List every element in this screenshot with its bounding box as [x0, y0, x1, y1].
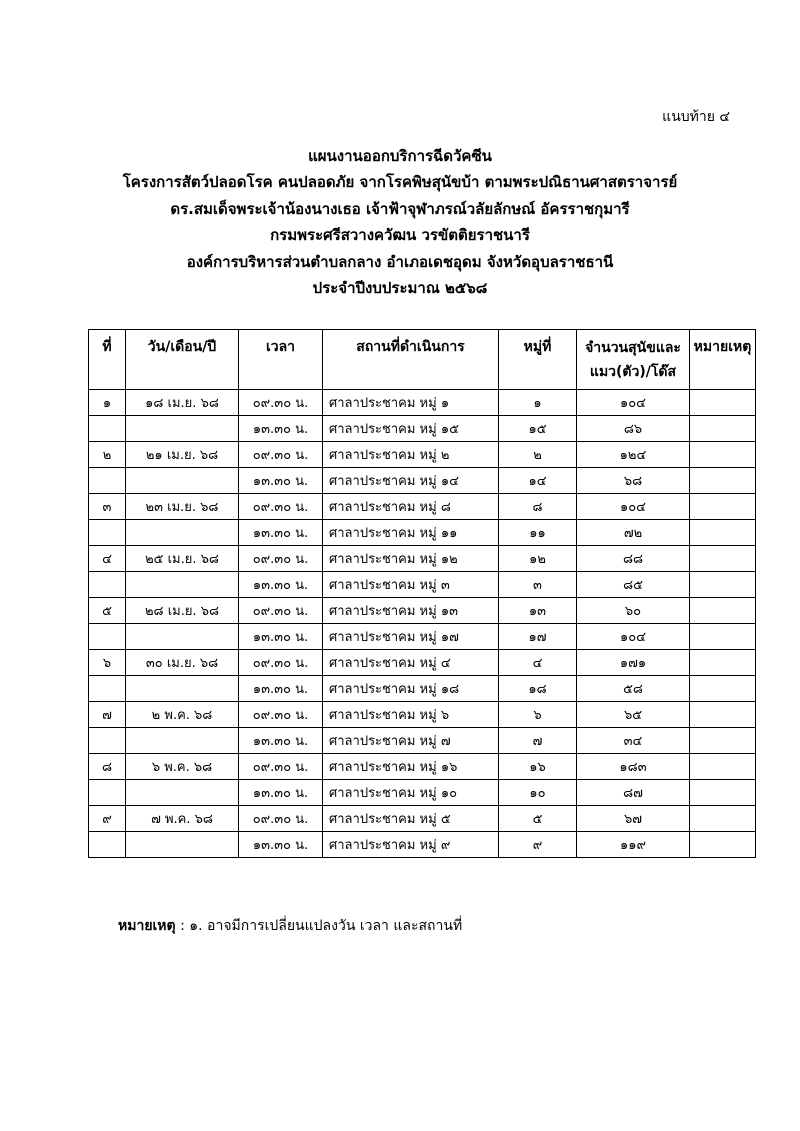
row-count: ๕๘: [577, 676, 690, 702]
row-remark: [690, 832, 756, 858]
row-count: ๑๑๙: [577, 832, 690, 858]
table-row: [89, 416, 756, 442]
row-date: [126, 624, 239, 650]
row-remark: [690, 754, 756, 780]
row-moo: ๑๘: [499, 676, 577, 702]
row-date: ๒๕ เม.ย. ๖๘: [126, 546, 239, 572]
row-time: ๐๙.๓๐ น.: [239, 494, 323, 520]
row-count: ๖๐: [577, 598, 690, 624]
row-time: ๐๙.๓๐ น.: [239, 702, 323, 728]
header-no: ที่: [89, 330, 126, 390]
row-moo: ๒: [499, 442, 577, 468]
table-row: [89, 728, 756, 754]
row-time: ๐๙.๓๐ น.: [239, 650, 323, 676]
row-place: ศาลาประชาคม หมู่ ๑๓: [323, 598, 499, 624]
row-remark: [690, 442, 756, 468]
row-no: ๓: [89, 494, 126, 520]
row-moo: ๙: [499, 832, 577, 858]
row-date: ๒๑ เม.ย. ๖๘: [126, 442, 239, 468]
row-remark: [690, 520, 756, 546]
header-moo: หมู่ที่: [499, 330, 577, 390]
row-no: [89, 416, 126, 442]
row-place: ศาลาประชาคม หมู่ ๕: [323, 806, 499, 832]
row-place: ศาลาประชาคม หมู่ ๑๔: [323, 468, 499, 494]
row-time: ๑๓.๓๐ น.: [239, 416, 323, 442]
row-place: ศาลาประชาคม หมู่ ๑: [323, 390, 499, 416]
row-no: [89, 832, 126, 858]
row-count: ๑๗๑: [577, 650, 690, 676]
row-place: ศาลาประชาคม หมู่ ๑๗: [323, 624, 499, 650]
row-moo: ๑: [499, 390, 577, 416]
row-count: ๗๒: [577, 520, 690, 546]
row-time: ๑๓.๓๐ น.: [239, 572, 323, 598]
row-place: ศาลาประชาคม หมู่ ๑๐: [323, 780, 499, 806]
table-row: [89, 494, 756, 520]
attachment-label: แนบท้าย ๔: [662, 109, 730, 125]
row-remark: [690, 780, 756, 806]
row-time: ๑๓.๓๐ น.: [239, 780, 323, 806]
document-title-block: [40, 143, 760, 301]
row-no: [89, 676, 126, 702]
row-date: [126, 468, 239, 494]
row-no: ๕: [89, 598, 126, 624]
row-date: ๒๘ เม.ย. ๖๘: [126, 598, 239, 624]
row-remark: [690, 416, 756, 442]
header-remark: หมายเหตุ: [690, 330, 756, 390]
row-date: [126, 416, 239, 442]
row-date: [126, 676, 239, 702]
row-no: [89, 572, 126, 598]
row-no: ๖: [89, 650, 126, 676]
header-count: จำนวนสุนัขและแมว(ตัว)/โด๊ส: [577, 330, 690, 390]
row-date: ๑๘ เม.ย. ๖๘: [126, 390, 239, 416]
row-remark: [690, 598, 756, 624]
row-no: ๘: [89, 754, 126, 780]
footnote-text: : ๑. อาจมีการเปลี่ยนแปลงวัน เวลา และสถานที่: [175, 918, 463, 934]
row-moo: ๕: [499, 806, 577, 832]
row-moo: ๑๕: [499, 416, 577, 442]
row-moo: ๓: [499, 572, 577, 598]
row-count: ๑๘๓: [577, 754, 690, 780]
row-place: ศาลาประชาคม หมู่ ๙: [323, 832, 499, 858]
row-count: ๘๖: [577, 416, 690, 442]
row-date: [126, 728, 239, 754]
row-count: ๘๕: [577, 572, 690, 598]
row-no: [89, 624, 126, 650]
row-date: [126, 572, 239, 598]
row-remark: [690, 546, 756, 572]
row-remark: [690, 728, 756, 754]
row-remark: [690, 806, 756, 832]
row-date: [126, 832, 239, 858]
table-row: [89, 442, 756, 468]
row-count: ๓๔: [577, 728, 690, 754]
header-date: วัน/เดือน/ปี: [126, 330, 239, 390]
row-place: ศาลาประชาคม หมู่ ๗: [323, 728, 499, 754]
row-time: ๐๙.๓๐ น.: [239, 806, 323, 832]
row-place: ศาลาประชาคม หมู่ ๓: [323, 572, 499, 598]
row-no: [89, 468, 126, 494]
row-date: ๒ พ.ค. ๖๘: [126, 702, 239, 728]
row-time: ๑๓.๓๐ น.: [239, 832, 323, 858]
row-remark: [690, 702, 756, 728]
row-place: ศาลาประชาคม หมู่ ๑๖: [323, 754, 499, 780]
row-moo: ๑๓: [499, 598, 577, 624]
row-remark: [690, 624, 756, 650]
row-count: ๑๒๔: [577, 442, 690, 468]
title-line-5: องค์การบริหารส่วนตำบลกลาง อำเภอเดชอุดม จังหวัดอุบลราชธานี: [186, 252, 614, 271]
table-row: [89, 650, 756, 676]
table-row: [89, 676, 756, 702]
row-moo: ๔: [499, 650, 577, 676]
row-date: ๖ พ.ค. ๖๘: [126, 754, 239, 780]
row-count: ๑๐๔: [577, 390, 690, 416]
row-place: ศาลาประชาคม หมู่ ๖: [323, 702, 499, 728]
row-count: ๖๗: [577, 806, 690, 832]
row-moo: ๑๔: [499, 468, 577, 494]
title-line-6: ประจำปีงบประมาณ ๒๕๖๘: [312, 278, 488, 297]
row-place: ศาลาประชาคม หมู่ ๑๘: [323, 676, 499, 702]
row-date: ๒๓ เม.ย. ๖๘: [126, 494, 239, 520]
table-row: [89, 624, 756, 650]
row-date: ๗ พ.ค. ๖๘: [126, 806, 239, 832]
row-time: ๑๓.๓๐ น.: [239, 520, 323, 546]
table-header-row: [89, 330, 756, 390]
row-place: ศาลาประชาคม หมู่ ๑๑: [323, 520, 499, 546]
title-line-3: ดร.สมเด็จพระเจ้าน้องนางเธอ เจ้าฟ้าจุฬาภรณ์วลัยลักษณ์ อัครราชกุมารี: [170, 199, 630, 218]
row-no: ๗: [89, 702, 126, 728]
table-row: [89, 546, 756, 572]
table-row: [89, 780, 756, 806]
row-moo: ๘: [499, 494, 577, 520]
footnote-label: หมายเหตุ: [118, 918, 176, 934]
row-no: ๙: [89, 806, 126, 832]
table-row: [89, 806, 756, 832]
row-moo: ๑๑: [499, 520, 577, 546]
row-remark: [690, 650, 756, 676]
row-moo: ๖: [499, 702, 577, 728]
row-count: ๘๘: [577, 546, 690, 572]
row-place: ศาลาประชาคม หมู่ ๘: [323, 494, 499, 520]
title-line-2: โครงการสัตว์ปลอดโรค คนปลอดภัย จากโรคพิษสุนัขบ้า ตามพระปณิธานศาสตราจารย์: [122, 173, 678, 192]
table-row: [89, 702, 756, 728]
header-time: เวลา: [239, 330, 323, 390]
table-row: [89, 572, 756, 598]
row-no: ๔: [89, 546, 126, 572]
table-row: [89, 832, 756, 858]
row-time: ๑๓.๓๐ น.: [239, 468, 323, 494]
row-count: ๑๐๔: [577, 624, 690, 650]
table-row: [89, 754, 756, 780]
row-time: ๑๓.๓๐ น.: [239, 728, 323, 754]
row-no: [89, 780, 126, 806]
footnote: [118, 915, 462, 937]
row-moo: ๑๗: [499, 624, 577, 650]
row-remark: [690, 676, 756, 702]
row-time: ๑๓.๓๐ น.: [239, 624, 323, 650]
row-time: ๐๙.๓๐ น.: [239, 546, 323, 572]
row-moo: ๑๒: [499, 546, 577, 572]
table-row: [89, 598, 756, 624]
row-remark: [690, 468, 756, 494]
row-no: ๑: [89, 390, 126, 416]
title-line-1: แผนงานออกบริการฉีดวัคซีน: [308, 147, 492, 165]
row-time: ๐๙.๓๐ น.: [239, 442, 323, 468]
table-row: [89, 468, 756, 494]
row-date: [126, 520, 239, 546]
row-time: ๐๙.๓๐ น.: [239, 390, 323, 416]
row-count: ๑๐๔: [577, 494, 690, 520]
row-place: ศาลาประชาคม หมู่ ๑๕: [323, 416, 499, 442]
row-remark: [690, 572, 756, 598]
row-moo: ๗: [499, 728, 577, 754]
row-time: ๐๙.๓๐ น.: [239, 754, 323, 780]
header-place: สถานที่ดำเนินการ: [323, 330, 499, 390]
row-time: ๑๓.๓๐ น.: [239, 676, 323, 702]
vaccination-schedule-table: [88, 329, 756, 858]
row-date: [126, 780, 239, 806]
title-line-4: กรมพระศรีสวางควัฒน วรขัตติยราชนารี: [270, 226, 530, 245]
row-place: ศาลาประชาคม หมู่ ๔: [323, 650, 499, 676]
row-moo: ๑๖: [499, 754, 577, 780]
row-no: ๒: [89, 442, 126, 468]
table-row: [89, 520, 756, 546]
row-no: [89, 520, 126, 546]
row-place: ศาลาประชาคม หมู่ ๒: [323, 442, 499, 468]
row-place: ศาลาประชาคม หมู่ ๑๒: [323, 546, 499, 572]
row-remark: [690, 494, 756, 520]
row-moo: ๑๐: [499, 780, 577, 806]
row-no: [89, 728, 126, 754]
row-time: ๐๙.๓๐ น.: [239, 598, 323, 624]
row-remark: [690, 390, 756, 416]
row-count: ๘๗: [577, 780, 690, 806]
row-date: ๓๐ เม.ย. ๖๘: [126, 650, 239, 676]
table-row: [89, 390, 756, 416]
row-count: ๖๘: [577, 468, 690, 494]
row-count: ๖๕: [577, 702, 690, 728]
